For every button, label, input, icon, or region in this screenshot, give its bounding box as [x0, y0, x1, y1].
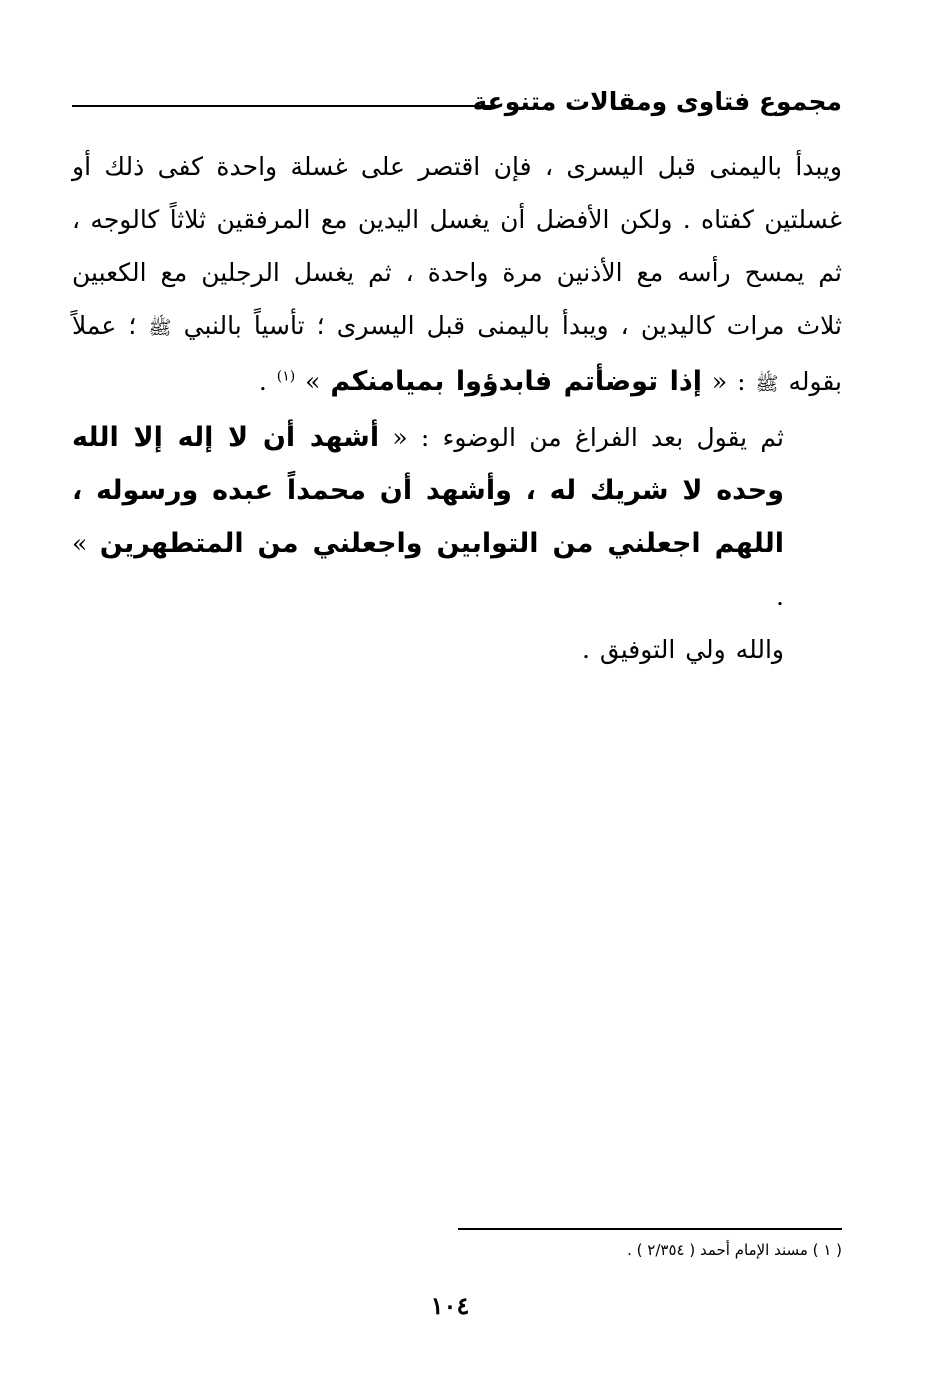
- footnote-reference: (١): [276, 368, 296, 385]
- footnote-rule: [458, 1228, 842, 1230]
- paragraph-1-text: ويبدأ باليمنى قبل اليسرى ، فإن اقتصر على غسلة واحدة كفى ذلك أو غسلتين كفتاه . ولكن الأفضل أن يغسل اليدين مع المرفقين ثلاثاً كالوجه ، ثم يمسح رأسه مع الأذنين مرة واحدة ، ثم يغسل الرجلين مع الكعبين ثلاث مرات كاليدين ، ويبدأ باليمنى قبل اليسرى ؛ تأسياً بالنبي: [72, 152, 843, 340]
- salawat-mark: ﷺ: [148, 317, 172, 339]
- paragraph-1-text-c: : «: [711, 367, 746, 396]
- hadith-quote-2: أشهد أن لا إله إلا الله وحده لا شريك له ، وأشهد أن محمداً عبده ورسوله ، اللهم اجعلني من التوابين واجعلني من المتطهرين: [72, 422, 784, 559]
- paragraph-1-text-b: ؛ عملاً بقوله: [72, 311, 842, 396]
- sentence-end: .: [258, 367, 267, 396]
- paragraph-2: [72, 411, 842, 623]
- paragraph-2-text: ثم يقول بعد الفراغ من الوضوء : «: [392, 423, 784, 452]
- quote-close: » .: [72, 529, 784, 611]
- paragraph-1: [72, 140, 842, 411]
- page-number: ١٠٤: [430, 1291, 470, 1320]
- header-rule: [72, 105, 497, 107]
- closing-line: والله ولي التوفيق .: [582, 635, 784, 664]
- salawat-mark: ﷺ: [755, 373, 779, 395]
- quote-close: »: [305, 367, 321, 396]
- running-header: [72, 84, 842, 124]
- hadith-quote-1: إذا توضأتم فابدؤوا بميامنكم: [330, 366, 702, 397]
- header-title: مجموع فتاوى ومقالات متنوعة: [472, 87, 842, 116]
- footnote: ( ١ ) مسند الإمام أحمد ( ٢/٣٥٤ ) .: [627, 1241, 842, 1259]
- body-text: [72, 140, 842, 676]
